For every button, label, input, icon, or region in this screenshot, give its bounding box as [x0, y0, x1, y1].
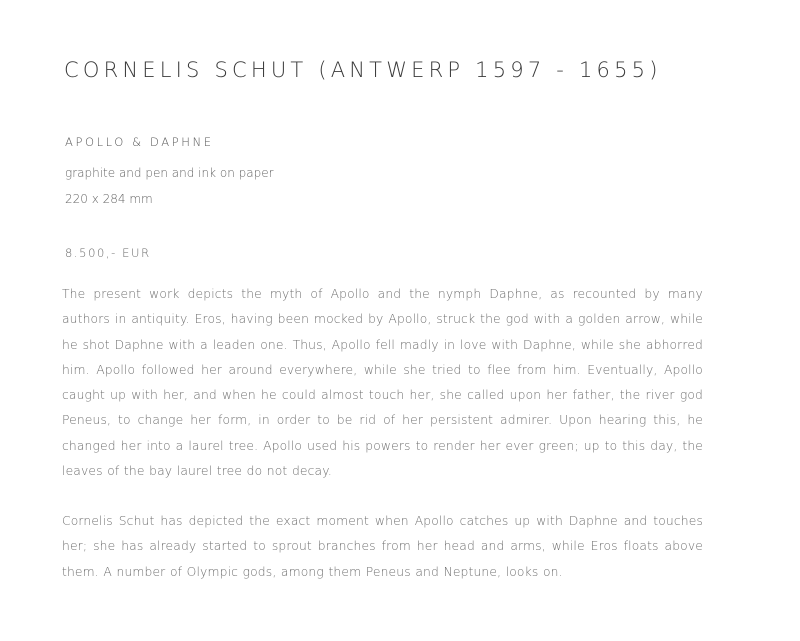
description-paragraph: Cornelis Schut has depicted the exact moment when Apollo catches up with Daphne and touches her; she has already started to sprout branches from her head and arms, while Eros floats above them. A number of Olympic gods, among them Peneus and Neptune, looks on. [62, 514, 703, 579]
description-paragraph: The present work depicts the myth of Apollo and the nymph Daphne, as recounted by many authors in antiquity. Eros, having been mocked by Apollo, struck the god with a golden arrow, while he shot Daphne with a leaden one. Thus, Apollo fell madly in love with Daphne, while she abhorred him. Apollo followed her around everywhere, while she tried to flee from him. Eventually, Apollo caught up with her, and when he could almost touch her, she called upon her father, the river god Peneus, to change her form, in order to be rid of her persistent admirer. Upon hearing this, he changed her into a laurel tree. Apollo used his powers to render her ever green; up to this day, the leaves of the bay laurel tree do not decay. [62, 287, 703, 479]
artist-heading: CORNELIS SCHUT (ANTWERP 1597 - 1655) [64, 58, 662, 82]
artwork-dimensions: 220 x 284 mm [65, 192, 153, 206]
artwork-price: 8.500,- EUR [65, 246, 151, 260]
artwork-title: APOLLO & DAPHNE [65, 135, 214, 149]
artwork-medium: graphite and pen and ink on paper [65, 166, 274, 180]
